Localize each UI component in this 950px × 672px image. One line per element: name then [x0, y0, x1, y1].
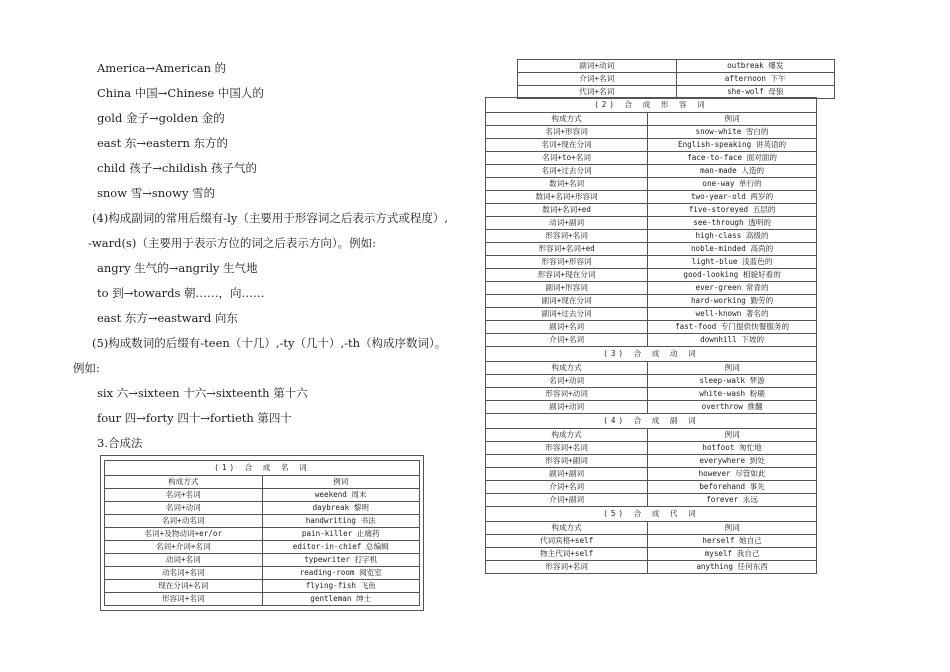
- table-cell: hard-working 勤劳的: [648, 295, 817, 308]
- table-row: [486, 204, 817, 217]
- table-cell: 名词+现在分词: [486, 139, 648, 152]
- table-row: [486, 375, 817, 388]
- table-cell: 名词+动词: [105, 502, 263, 515]
- table-row: [486, 165, 817, 178]
- table-row: [518, 73, 835, 86]
- continued-noun-table: [517, 59, 835, 99]
- table-cell: see-through 透明的: [648, 217, 817, 230]
- table-cell: everywhere 到处: [648, 455, 817, 468]
- table-cell: 名词+过去分词: [486, 165, 648, 178]
- table-row: [486, 401, 817, 414]
- table-row: [486, 455, 817, 468]
- table-row: [486, 494, 817, 507]
- table-cell: daybreak 黎明: [262, 502, 420, 515]
- table-cell: 介词+名词: [486, 481, 648, 494]
- table-row: [105, 502, 420, 515]
- table-row: [105, 580, 420, 593]
- text-line: China 中国→Chinese 中国人的: [97, 86, 264, 100]
- table-cell: 代词宾格+self: [486, 535, 648, 548]
- noun-table: [104, 460, 420, 606]
- table-cell: 副词+过去分词: [486, 308, 648, 321]
- column-header: 构成方式: [486, 522, 648, 535]
- table-cell: 名词+to+名词: [486, 152, 648, 165]
- table-row: [105, 515, 420, 528]
- table-cell: 形容词+现在分词: [486, 269, 648, 282]
- table-row: [486, 152, 817, 165]
- text-line: to 到→towards 朝……，向……: [97, 286, 265, 300]
- table-cell: hotfoot 匆忙地: [648, 442, 817, 455]
- table-cell: 介词+名词: [518, 73, 677, 86]
- column-header: 构成方式: [486, 362, 648, 375]
- text-line: (4)构成副词的常用后缀有-ly（主要用于形容词之后表示方式或程度）,: [92, 211, 449, 225]
- table-row: [486, 178, 817, 191]
- text-line: child 孩子→childish 孩子气的: [97, 161, 258, 175]
- table-cell: English-speaking 讲英语的: [648, 139, 817, 152]
- text-line: angry 生气的→angrily 生气地: [97, 261, 258, 275]
- table-row: [105, 593, 420, 606]
- table-row: [486, 308, 817, 321]
- column-header: 例词: [648, 429, 817, 442]
- table-cell: 副词+现在分词: [486, 295, 648, 308]
- table-cell: anything 任何东西: [648, 561, 817, 574]
- table-cell: reading-room 阅览室: [262, 567, 420, 580]
- table-cell: pain-killer 止痛药: [262, 528, 420, 541]
- table-cell: myself 我自己: [648, 548, 817, 561]
- text-line: gold 金子→golden 金的: [97, 111, 225, 125]
- table-row: [486, 388, 817, 401]
- column-header: 构成方式: [105, 476, 263, 489]
- table-cell: white-wash 粉刷: [648, 388, 817, 401]
- table-cell: 名词+动词: [486, 375, 648, 388]
- table-cell: 形容词+名词: [486, 442, 648, 455]
- table-cell: flying-fish 飞鱼: [262, 580, 420, 593]
- section-heading: 3.合成法: [97, 436, 143, 450]
- table-row: [518, 60, 835, 73]
- table-cell: light-blue 浅蓝色的: [648, 256, 817, 269]
- table-cell: well-known 著名的: [648, 308, 817, 321]
- column-header: 构成方式: [486, 429, 648, 442]
- table-cell: 副词+动词: [486, 401, 648, 414]
- text-line: (5)构成数词的后缀有-teen（十几）,-ty（几十）,-th（构成序数词）。: [92, 336, 447, 350]
- table-row: [486, 230, 817, 243]
- table-title: (3) 合 成 动 词: [486, 347, 817, 362]
- table-cell: 副词+动词: [518, 60, 677, 73]
- table-row: [105, 554, 420, 567]
- text-line: east 东方→eastward 向东: [97, 311, 238, 325]
- table-title: (4) 合 成 副 词: [486, 414, 817, 429]
- table-row: [486, 561, 817, 574]
- text-line: snow 雪→snowy 雪的: [97, 186, 216, 200]
- table-row: [486, 321, 817, 334]
- table-cell: good-looking 相貌好看的: [648, 269, 817, 282]
- table-cell: beforehand 事先: [648, 481, 817, 494]
- table-cell: gentleman 绅士: [262, 593, 420, 606]
- table-row: [486, 139, 817, 152]
- table-cell: high-class 高级的: [648, 230, 817, 243]
- table-row: [486, 269, 817, 282]
- table-cell: 名词+名词: [105, 489, 263, 502]
- table-cell: 动词+名词: [105, 554, 263, 567]
- table-cell: 形容词+名词: [105, 593, 263, 606]
- text-line: -ward(s)（主要用于表示方位的词之后表示方向）。例如:: [88, 236, 376, 250]
- table-cell: fast-food 专门提供快餐服务的: [648, 321, 817, 334]
- table-row: [486, 243, 817, 256]
- compound-words-table: [485, 97, 817, 574]
- table-cell: 数词+名词+ed: [486, 204, 648, 217]
- table-cell: herself 她自己: [648, 535, 817, 548]
- table-row: [105, 489, 420, 502]
- table-cell: 副词+副词: [486, 468, 648, 481]
- table-cell: face-to-face 面对面的: [648, 152, 817, 165]
- table-cell: 名词+形容词: [486, 126, 648, 139]
- table-cell: 形容词+形容词: [486, 256, 648, 269]
- table-cell: 形容词+名词: [486, 230, 648, 243]
- table-cell: 数词+名词: [486, 178, 648, 191]
- table-title: (2) 合 成 形 容 词: [486, 98, 817, 113]
- column-header: 例词: [648, 522, 817, 535]
- column-header: 例词: [262, 476, 420, 489]
- table-title: (5) 合 成 代 词: [486, 507, 817, 522]
- table-cell: overthrow 推翻: [648, 401, 817, 414]
- table-row: [486, 256, 817, 269]
- table-row: [486, 535, 817, 548]
- table-cell: man-made 人造的: [648, 165, 817, 178]
- table-cell: 介词+副词: [486, 494, 648, 507]
- table-cell: 名词+及物动词+er/or: [105, 528, 263, 541]
- table-cell: 副词+形容词: [486, 282, 648, 295]
- table-cell: 介词+名词: [486, 334, 648, 347]
- table-cell: noble-minded 高尚的: [648, 243, 817, 256]
- table-cell: 数词+名词+形容词: [486, 191, 648, 204]
- text-line: east 东→eastern 东方的: [97, 136, 229, 150]
- table-row: [486, 468, 817, 481]
- table-row: [486, 217, 817, 230]
- column-header: 例词: [648, 113, 817, 126]
- column-header: 例词: [648, 362, 817, 375]
- table-row: [486, 191, 817, 204]
- table-row: [486, 548, 817, 561]
- table-row: [486, 295, 817, 308]
- table-cell: forever 永远: [648, 494, 817, 507]
- table-row: [486, 334, 817, 347]
- table-cell: editor-in-chief 总编辑: [262, 541, 420, 554]
- table-row: [486, 126, 817, 139]
- column-header: 构成方式: [486, 113, 648, 126]
- table-cell: outbreak 爆发: [676, 60, 835, 73]
- table-cell: 副词+名词: [486, 321, 648, 334]
- table-cell: five-storeyed 五层的: [648, 204, 817, 217]
- table-cell: weekend 周末: [262, 489, 420, 502]
- table-cell: 名词+介词+名词: [105, 541, 263, 554]
- table-cell: 形容词+名词: [486, 561, 648, 574]
- table-cell: 动名词+名词: [105, 567, 263, 580]
- table-row: [486, 442, 817, 455]
- table-cell: 动词+副词: [486, 217, 648, 230]
- text-line: four 四→forty 四十→fortieth 第四十: [97, 411, 292, 425]
- table-row: [105, 528, 420, 541]
- table-cell: snow-white 雪白的: [648, 126, 817, 139]
- table-cell: 形容词+名词+ed: [486, 243, 648, 256]
- table-cell: 形容词+副词: [486, 455, 648, 468]
- table-title: (1) 合 成 名 词: [105, 461, 420, 476]
- text-line: six 六→sixteen 十六→sixteenth 第十六: [97, 386, 308, 400]
- table-cell: downhill 下坡的: [648, 334, 817, 347]
- table-cell: ever-green 常青的: [648, 282, 817, 295]
- table-cell: she-wolf 母狼: [676, 86, 835, 99]
- text-line: 例如:: [73, 361, 100, 375]
- table-cell: afternoon 下午: [676, 73, 835, 86]
- table-cell: 代词+名词: [518, 86, 677, 99]
- table-cell: 现在分词+名词: [105, 580, 263, 593]
- table-cell: 物主代词+self: [486, 548, 648, 561]
- table-cell: however 尽管如此: [648, 468, 817, 481]
- table-cell: sleep-walk 梦游: [648, 375, 817, 388]
- text-line: America→American 的: [97, 61, 227, 75]
- table-cell: one-way 单行的: [648, 178, 817, 191]
- table-cell: handwriting 书法: [262, 515, 420, 528]
- table-cell: 名词+动名词: [105, 515, 263, 528]
- table-row: [105, 541, 420, 554]
- table-row: [105, 567, 420, 580]
- table-row: [486, 282, 817, 295]
- table-row: [486, 481, 817, 494]
- table-cell: 形容词+动词: [486, 388, 648, 401]
- table-cell: typewriter 打字机: [262, 554, 420, 567]
- table-cell: two-year-old 两岁的: [648, 191, 817, 204]
